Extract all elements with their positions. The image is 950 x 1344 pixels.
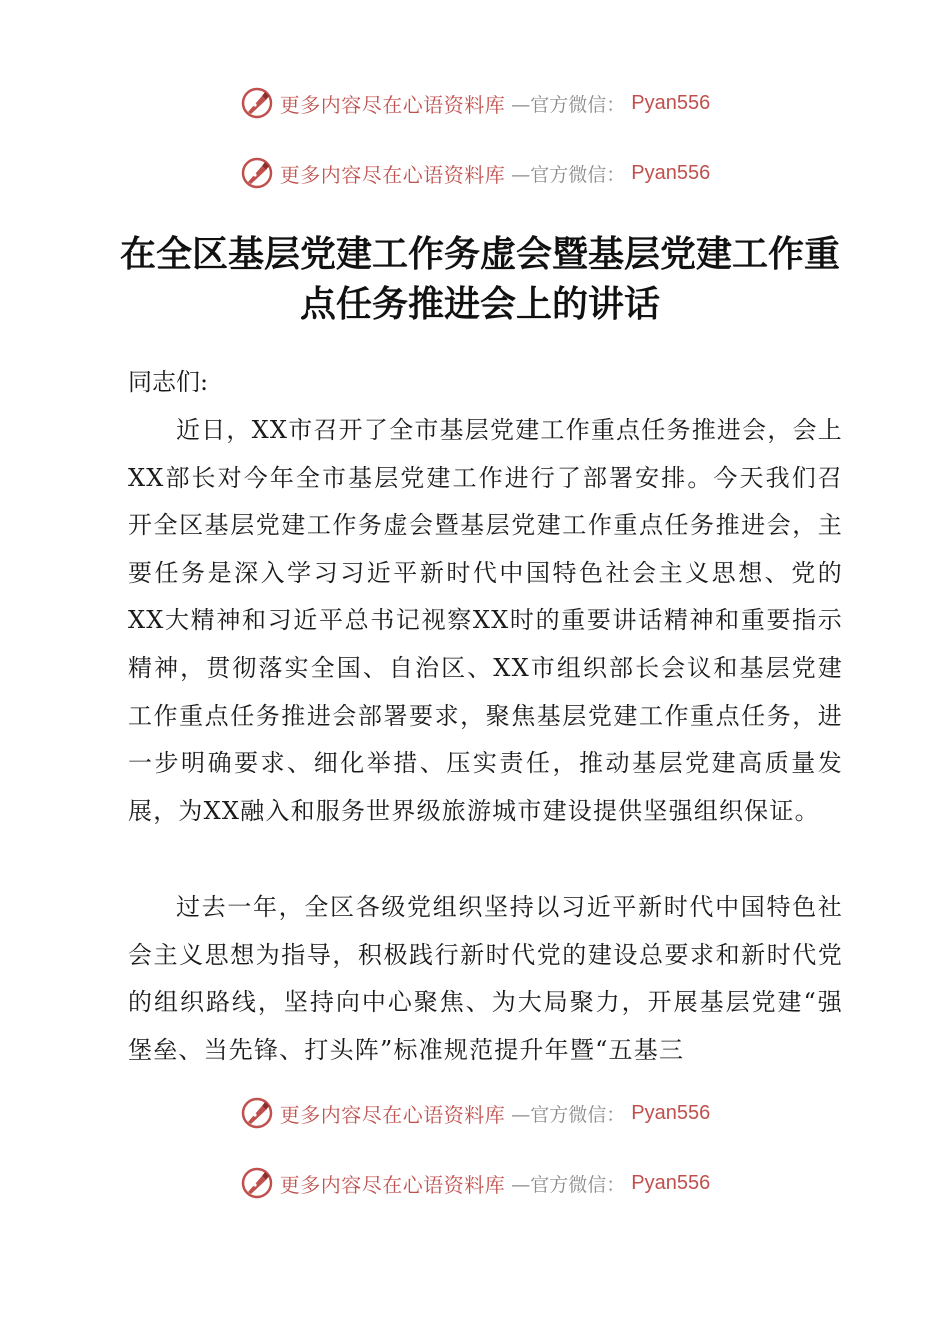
body-paragraph-1-container [128, 407, 843, 835]
watermark-separator: —官方微信： [511, 1103, 626, 1126]
pen-nib-logo-icon [240, 1096, 274, 1130]
watermark-separator: —官方微信： [511, 1173, 626, 1196]
watermark-wechat-id: Pyan556 [631, 1101, 711, 1124]
watermark-text: 更多内容尽在心语资料库 [279, 162, 506, 187]
watermark-text: 更多内容尽在心语资料库 [279, 92, 506, 117]
pen-nib-logo-icon [240, 1166, 274, 1200]
watermark-banner-top-2 [0, 153, 950, 193]
watermark-text: 更多内容尽在心语资料库 [279, 1102, 506, 1127]
body-paragraph: 过去一年，全区各级党组织坚持以习近平新时代中国特色社会主义思想为指导，积极践行新时代党的建设总要求和新时代党的组织路线，坚持向中心聚焦、为大局聚力，开展基层党建“强堡垒、当先锋、打头阵”标准规范提升年暨“五基三 [128, 893, 843, 1064]
watermark-banner-bottom-2 [0, 1163, 950, 1203]
body-paragraph-2-container [128, 884, 843, 1074]
pen-nib-logo-icon [240, 86, 274, 120]
salutation: 同志们: [128, 368, 209, 396]
watermark-banner-top-1 [0, 83, 950, 123]
watermark-text: 更多内容尽在心语资料库 [279, 1172, 506, 1197]
watermark-wechat-id: Pyan556 [631, 91, 711, 114]
watermark-separator: —官方微信： [511, 163, 626, 186]
watermark-wechat-id: Pyan556 [631, 1171, 711, 1194]
body-paragraph: 近日，XX市召开了全市基层党建工作重点任务推进会，会上XX部长对今年全市基层党建工作进行了部署安排。今天我们召开全区基层党建工作务虚会暨基层党建工作重点任务推进会，主要任务是深入学习习近平新时代中国特色社会主义思想、党的XX大精神和习近平总书记视察XX时的重要讲话精神和重要指示精神，贯彻落实全国、自治区、XX市组织部长会议和基层党建工作重点任务推进会部署要求，聚焦基层党建工作重点任务，进一步明确要求、细化举措、压实责任，推动基层党建高质量发展，为XX融入和服务世界级旅游城市建设提供坚强组织保证。 [128, 416, 843, 825]
pen-nib-logo-icon [240, 156, 274, 190]
watermark-wechat-id: Pyan556 [631, 161, 711, 184]
document-title: 在全区基层党建工作务虚会暨基层党建工作重点任务推进会上的讲话 [120, 234, 841, 325]
watermark-banner-bottom-1 [0, 1093, 950, 1133]
watermark-separator: —官方微信： [511, 93, 626, 116]
